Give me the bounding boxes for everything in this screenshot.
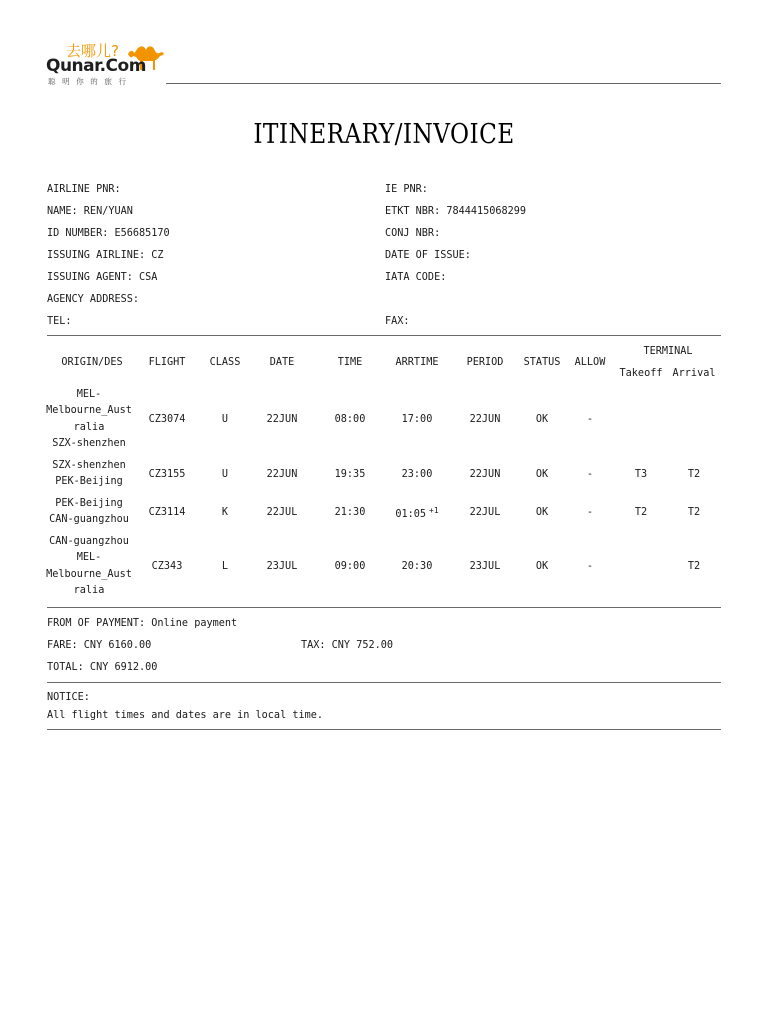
row1-period: 22JUN [469,414,501,425]
airline-pnr-label: AIRLINE PNR: [47,184,121,195]
header-arrtime: ARRTIME [395,357,439,368]
iata-code: IATA CODE: [385,272,447,283]
header-arrival: Arrival [672,368,716,379]
row3-origin-des: PEK-Beijing CAN-guangzhou [49,498,129,526]
row4-arrtime: 20:30 [401,561,433,572]
row1-time: 08:00 [334,414,366,425]
header-origin-des: ORIGIN/DES [61,357,123,368]
row2-allow: - [586,469,594,480]
row4-date: 23JUL [266,561,298,572]
row1-allow: - [586,414,594,425]
fare-amount: FARE: CNY 6160.00 [47,640,152,651]
header-class: CLASS [209,357,241,368]
fax-label: FAX: [385,316,410,327]
header-terminal: TERMINAL [643,346,693,357]
notice-heading: NOTICE: [47,692,90,703]
logo-slogan: 聪明你的旅行 [48,77,133,86]
agency-address: AGENCY ADDRESS: [47,294,140,305]
payment-divider [47,682,721,683]
row1-date: 22JUN [266,414,298,425]
total-amount: TOTAL: CNY 6912.00 [47,662,158,673]
row4-class: L [221,561,229,572]
row3-arrtime-value: 01:05 [395,509,427,520]
header-time: TIME [337,357,363,368]
row3-period: 22JUL [469,507,501,518]
row4-allow: - [586,561,594,572]
logo-brand-text: Qunar.Com [46,56,146,76]
logo-chinese-text: 去哪儿? [66,42,119,60]
row1-origin-des: MEL- Melbourne_Aust ralia SZX-shenzhen [46,389,132,450]
row4-origin-des: CAN-guangzhou MEL- Melbourne_Aust ralia [46,536,132,597]
header-status: STATUS [523,357,561,368]
notice-text: All flight times and dates are in local time. [47,710,324,721]
header-period: PERIOD [466,357,504,368]
row3-flight: CZ3114 [148,507,186,518]
issuing-agent: ISSUING AGENT: CSA [47,272,158,283]
header-allow: ALLOW [574,357,606,368]
passenger-name: NAME: REN/YUAN [47,206,133,217]
row1-arrtime: 17:00 [401,414,433,425]
row3-time: 21:30 [334,507,366,518]
row1-status: OK [535,414,549,425]
row2-class: U [221,469,229,480]
row2-flight: CZ3155 [148,469,186,480]
header-takeoff: Takeoff [619,368,663,379]
row2-status: OK [535,469,549,480]
row1-flight: CZ3074 [148,414,186,425]
tax-amount: TAX: CNY 752.00 [301,640,394,651]
row4-flight: CZ343 [151,561,183,572]
row3-arrtime [387,506,447,520]
header-divider [166,83,721,84]
notice-divider [47,729,721,730]
id-number: ID NUMBER: E56685170 [47,228,170,239]
etkt-number: ETKT NBR: 7844415068299 [385,206,527,217]
row2-origin-des: SZX-shenzhen PEK-Beijing [52,460,126,488]
row4-time: 09:00 [334,561,366,572]
payment-form: FROM OF PAYMENT: Online payment [47,618,238,629]
row3-takeoff-terminal: T2 [634,507,648,518]
header-date: DATE [269,357,295,368]
header-flight: FLIGHT [148,357,186,368]
info-divider [47,335,721,336]
row2-time: 19:35 [334,469,366,480]
tel-label: TEL: [47,316,72,327]
row4-arrival-terminal: T2 [687,561,701,572]
row2-arrival-terminal: T2 [687,469,701,480]
row3-allow: - [586,507,594,518]
row2-period: 22JUN [469,469,501,480]
row4-status: OK [535,561,549,572]
row2-takeoff-terminal: T3 [634,469,648,480]
row3-arrival-terminal: T2 [687,507,701,518]
table-divider [47,607,721,608]
row4-period: 23JUL [469,561,501,572]
issuing-airline: ISSUING AIRLINE: CZ [47,250,164,261]
page-title: ITINERARY/INVOICE [253,119,515,150]
row1-class: U [221,414,229,425]
row2-arrtime: 23:00 [401,469,433,480]
conj-number: CONJ NBR: [385,228,441,239]
row3-next-day-marker: +1 [429,506,439,515]
row3-class: K [221,507,229,518]
ie-pnr-label: IE PNR: [385,184,428,195]
row3-date: 22JUL [266,507,298,518]
row3-status: OK [535,507,549,518]
row2-date: 22JUN [266,469,298,480]
date-of-issue: DATE OF ISSUE: [385,250,471,261]
